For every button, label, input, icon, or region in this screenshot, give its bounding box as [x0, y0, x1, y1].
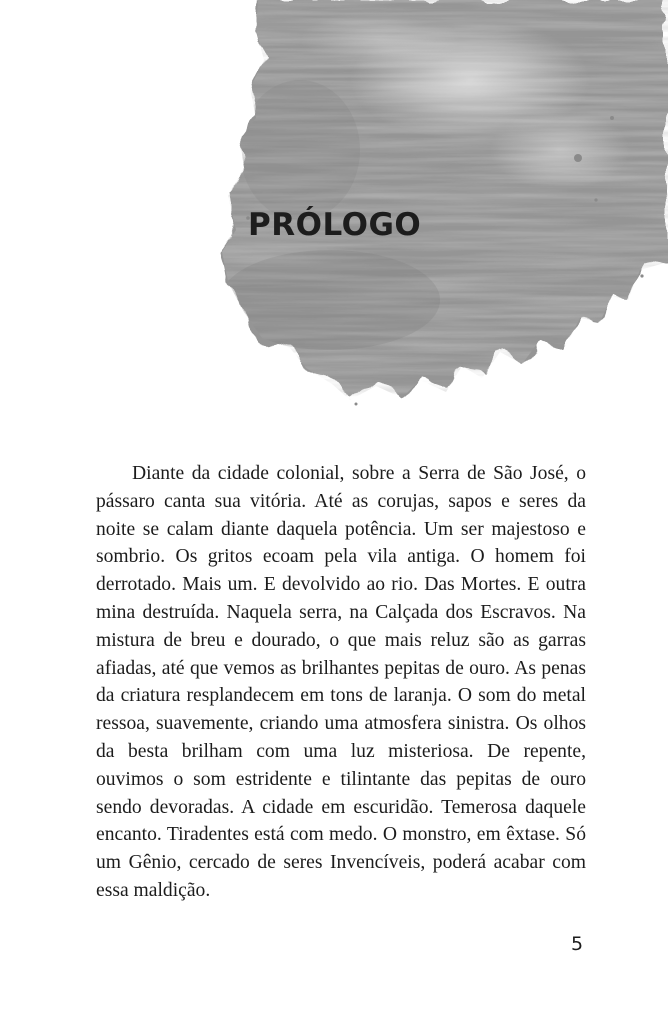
prologue-paragraph: Diante da cidade colonial, sobre a Serra de São José, o pássaro canta sua vitória. Até as corujas, sapos e seres da noite se calam diante daquela potência. Um ser majestoso e sombrio. Os gritos ecoam pela vila antiga. O homem foi derrotado. Mais um. E devolvido ao rio. Das Mortes. E outra mina destruída. Naquela serra, na Calçada dos Escravos. Na mistura de breu e dourado, o que mais reluz são as garras afiadas, até que vemos as brilhantes pepitas de ouro. As penas da criatura resplandecem em tons de laranja. O som do metal ressoa, suavemente, criando uma atmosfera sinistra. Os olhos da besta brilham com uma luz misteriosa. De repente, ouvimos o som estridente e tilintante das pepitas de ouro sendo devoradas. A cidade em escuridão. Temerosa daquele encanto. Tiradentes está com medo. O monstro, em êxtase. Só um Gênio, cercado de seres Invencíveis, poderá acabar com essa maldição.	[96, 463, 586, 901]
page-number: 5	[571, 933, 584, 955]
chapter-title: PRÓLOGO	[248, 207, 422, 243]
